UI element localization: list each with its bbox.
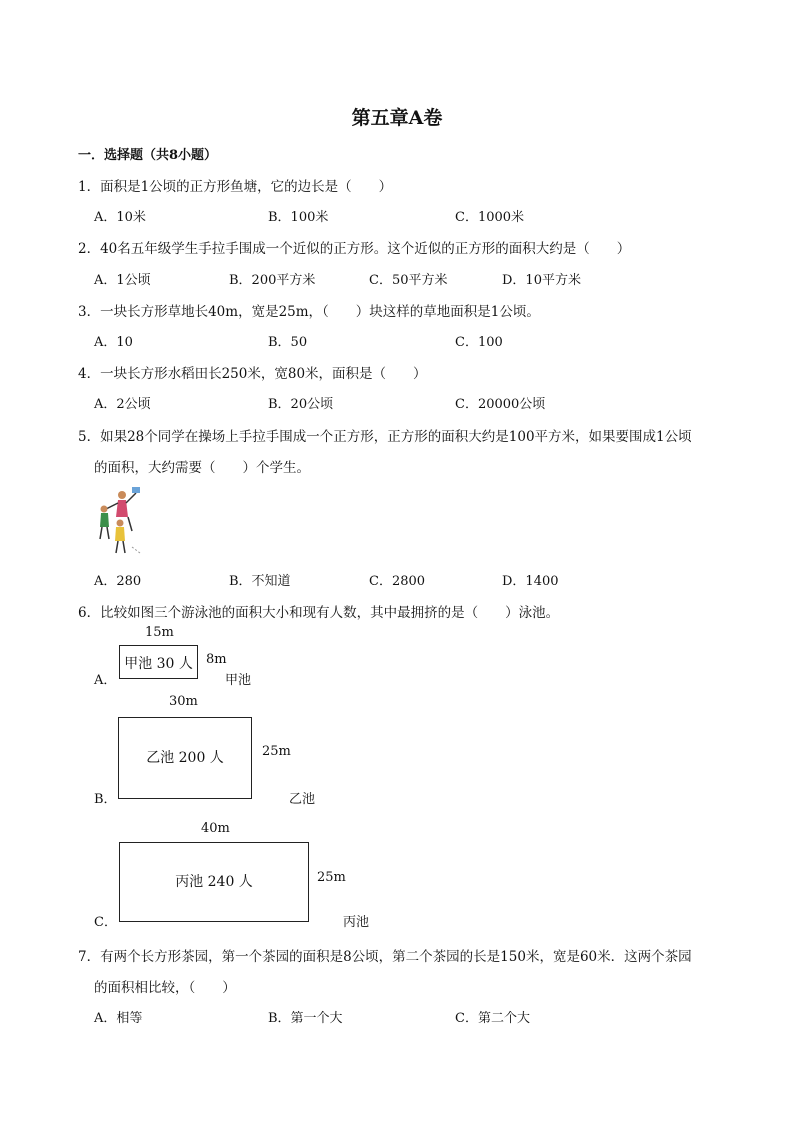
q3-option-c[interactable]: C．100 — [455, 335, 503, 350]
q5-option-d[interactable]: D．1400 — [502, 574, 559, 589]
question-6-stem: 6．比较如图三个游泳池的面积大小和现有人数，其中最拥挤的是（ ）泳池。 — [78, 605, 560, 621]
q5-option-b[interactable]: B．不知道 — [229, 574, 291, 589]
pool-c-rect — [119, 842, 309, 922]
page-title: 第五章A卷 — [351, 107, 443, 129]
question-3-stem: 3．一块长方形草地长40m，宽是25m，（ ）块这样的草地面积是1公顷。 — [78, 304, 540, 320]
q1-option-b[interactable]: B．100米 — [268, 210, 329, 225]
q6-option-a[interactable]: A． — [94, 673, 117, 688]
q1-option-a[interactable]: A．10米 — [94, 210, 146, 225]
q6-option-b[interactable]: B． — [94, 792, 117, 807]
pool-b-rect — [118, 717, 252, 799]
q3-option-a[interactable]: A．10 — [94, 335, 133, 350]
question-7-stem: 7．有两个长方形茶园，第一个茶园的面积是8公顷，第二个茶园的长是150米，宽是60米．这两个茶园 — [78, 949, 692, 965]
pool-b-name: 乙池 — [289, 792, 316, 807]
pool-a-text: 甲池 30 人 — [124, 656, 193, 672]
q3-option-b[interactable]: B．50 — [268, 335, 308, 350]
question-5-stem: 5．如果28个同学在操场上手拉手围成一个正方形，正方形的面积大约是100平方米，如果要围成1公顷 — [78, 429, 692, 445]
pool-a-height-label: 8m — [206, 652, 227, 667]
q7-option-a[interactable]: A．相等 — [94, 1011, 143, 1026]
q4-option-b[interactable]: B．20公顷 — [268, 397, 334, 412]
pool-b-width-label: 30m — [169, 694, 198, 709]
q2-option-a[interactable]: A．1公顷 — [94, 273, 151, 288]
q7-option-b[interactable]: B．第一个大 — [268, 1011, 343, 1026]
pool-a-rect — [119, 645, 198, 679]
section-heading: 一．选择题（共8小题） — [78, 148, 218, 163]
question-4-stem: 4．一块长方形水稻田长250米，宽80米，面积是（ ） — [78, 366, 427, 382]
q5-option-a[interactable]: A．280 — [94, 574, 142, 589]
q4-option-c[interactable]: C．20000公顷 — [455, 397, 546, 412]
q5-option-c[interactable]: C．2800 — [369, 574, 426, 589]
q1-option-c[interactable]: C．1000米 — [455, 210, 525, 225]
pool-b-height-label: 25m — [262, 744, 291, 759]
pool-a-width-label: 15m — [145, 625, 174, 640]
q2-option-c[interactable]: C．50平方米 — [369, 273, 448, 288]
question-2-stem: 2．40名五年级学生手拉手围成一个近似的正方形。这个近似的正方形的面积大约是（ ） — [78, 241, 631, 257]
students-illustration — [92, 487, 148, 557]
q4-option-a[interactable]: A．2公顷 — [94, 397, 151, 412]
pool-b-text: 乙池 200 人 — [146, 750, 224, 766]
q2-option-b[interactable]: B．200平方米 — [229, 273, 316, 288]
pool-c-width-label: 40m — [201, 821, 230, 836]
question-7-stem-cont: 的面积相比较，（ ） — [94, 980, 236, 996]
pool-c-text: 丙池 240 人 — [175, 874, 253, 890]
q7-option-c[interactable]: C．第二个大 — [455, 1011, 530, 1026]
q2-option-d[interactable]: D．10平方米 — [502, 273, 581, 288]
question-1-stem: 1．面积是1公顷的正方形鱼塘，它的边长是（ ） — [78, 179, 393, 195]
question-5-stem-cont: 的面积，大约需要（ ）个学生。 — [94, 460, 310, 476]
pool-a-name: 甲池 — [225, 673, 252, 688]
pool-c-height-label: 25m — [317, 870, 346, 885]
q6-option-c[interactable]: C． — [94, 915, 117, 930]
pool-c-name: 丙池 — [343, 915, 370, 930]
